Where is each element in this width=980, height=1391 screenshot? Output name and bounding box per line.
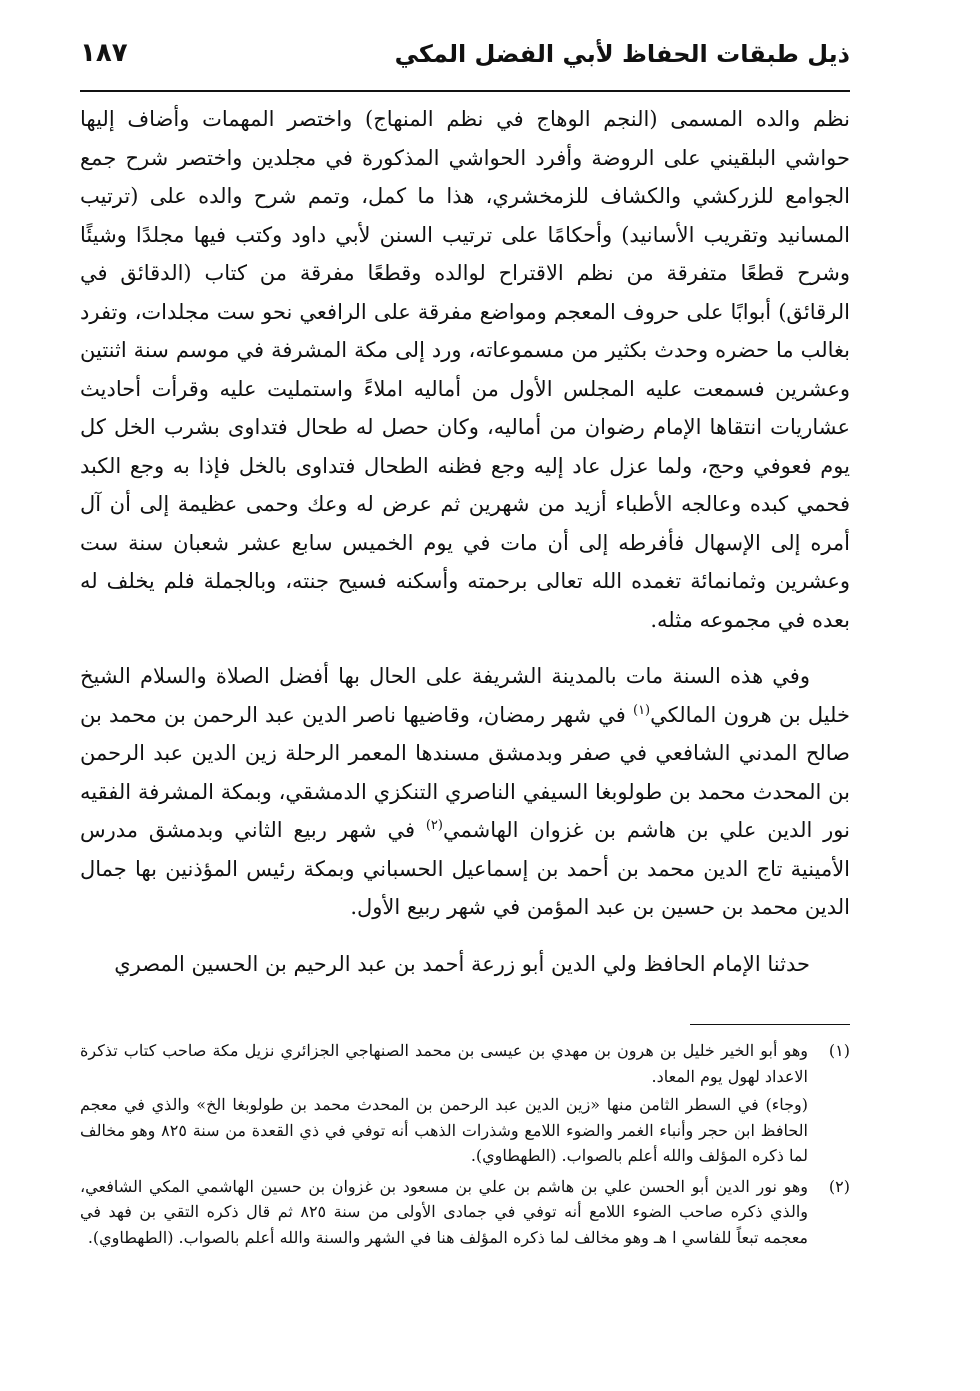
paragraph-deaths-part-3: في شهر ربيع الثاني وبدمشق مدرس الأمينية تاج الدين محمد بن أحمد بن إسماعيل الحسباني وبمكة رئيس المؤذنين بها جمال الدين محمد بن حسين بن عبد المؤمن في شهر ربيع الأول. [80, 818, 850, 919]
footnote-text: وهو أبو الخير خليل بن هرون بن مهدي بن عيسى بن محمد الصنهاجي الجزائري نزيل مكة صاحب كتاب تذكرة الاعداد لهول يوم المعاد. [80, 1041, 808, 1086]
footnote-1 [80, 1038, 850, 1169]
footnote-number: (٢) [828, 1176, 850, 1196]
footnote-number: (١) [828, 1041, 850, 1060]
footnote-body [80, 1174, 808, 1251]
paragraph-deaths-part-1: وفي هذه السنة مات بالمدينة الشريفة على الحال بها أفضل الصلاة والسلام الشيخ خليل بن هرون المالكي [80, 664, 850, 727]
paragraph-narration: حدثنا الإمام الحافظ ولي الدين أبو زرعة أحمد بن عبد الرحيم بن الحسين المصري [114, 951, 810, 976]
paragraph-biography: نظم والده المسمى (النجم الوهاج في نظم المنهاج) واختصر المهمات وأضاف إليها حواشي البلقيني على الروضة وأفرد الحواشي المذكورة في مجلدين واختصر شرح جمع الجوامع للزركشي والكشاف للزمخشري، هذا ما كمل، وتمم شرح والده على (ترتيب المسانيد وتقريب الأسانيد) وأحكامًا على ترتيب السنن لأبي داود وكتب فيها مجلدًا وشيئًا وشرح قطعًا متفرقة من نظم الاقتراح لوالده وقطعًا مفرقة من كتاب (الدقائق في الرقائق) أبوابًا على حروف المعجم ومواضع مفرقة على الرافعي نحو ست مجلدات، وتفرد بغالب ما حضره وحدث بكثير من مسموعاته، ورد إلى مكة المشرفة في موسم سنة اثنتين وعشرين فسمعت عليه المجلس الأول من أماليه املاءً واستمليت عليه وقرأت أحاديث عشاريات انتقاها الإمام رضوان من أماليه، وكان حصل له طحال فتداوى بشرب الخل كل يوم فعوفي وحج، ولما عزل عاد إليه وجع فظنه الطحال فتداوى بالخل فإذا به وجع الكبد فحمي كبده وعالجه الأطباء أزيد من شهرين ثم عرض له وعك وحمى عظيمة إلى أن آل أمره إلى الإسهال فأفرطه إلى أن مات في يوم الخميس سابع عشر شعبان سنة ست وعشرين وثمانمائة تغمده الله تعالى برحمته وأسكنه فسيح جنته، وبالجملة فلم يخلف له بعده في مجموعه مثله. [80, 107, 850, 632]
running-title: ذيل طبقات الحفاظ لأبي الفضل المكي [394, 40, 850, 68]
footnote-body [80, 1038, 808, 1169]
header-divider [80, 90, 850, 92]
footnote-text: (وجاء) في السطر الثامن منها «زين الدين عبد الرحمن بن المحدث محمد بن طولوبغا الخ» والذي في معجم الحافظ ابن حجر وأنباء الغمر والضوء اللامع وشذرات الذهب أنه توفي في ذي القعدة من سنة ٨٢٥ وهو مخالف لما ذكره المؤلف والله أعلم بالصواب. (الطهطاوي). [80, 1095, 809, 1165]
footnotes [80, 1038, 850, 1255]
footnote-text: وهو نور الدين أبو الحسن علي بن هاشم بن علي بن مسعود بن غزوان بن حسين الهاشمي المكي الشافعي، والذي ذكره صاحب الضوء اللامع أنه توفي في جمادى الأولى من سنة ٨٢٥ ثم قال ذكره التقي بن فهد في معجمه تبعاً للفاسي ا هـ وهو مخالف لما ذكره المؤلف هنا في الشهر والسنة والله أعلم بالصواب. (الطهطاوي). [80, 1176, 809, 1247]
footnote-ref-2[interactable]: (٢) [425, 818, 443, 833]
main-text [80, 100, 850, 983]
footnote-ref-1[interactable]: (١) [632, 702, 651, 718]
running-header [80, 34, 850, 84]
paragraph-deaths [80, 657, 850, 927]
paragraph-deaths-part-2: في شهر رمضان، وقاضيها ناصر الدين عبد الرحمن بن محمد بن صالح المدني الشافعي في صفر وبدمشق مسندها المعمر الرحلة زين الدين عبد الرحمن بن المحدث محمد بن طولوبغا السيفي الناصري التنكزي الدمشقي، وبمكة المشرفة الفقيه نور الدين علي بن هاشم بن غزوان الهاشمي [80, 702, 850, 842]
footnote-divider [690, 1024, 850, 1025]
footnote-2 [80, 1174, 850, 1251]
page-number: ١٨٧ [80, 38, 128, 68]
